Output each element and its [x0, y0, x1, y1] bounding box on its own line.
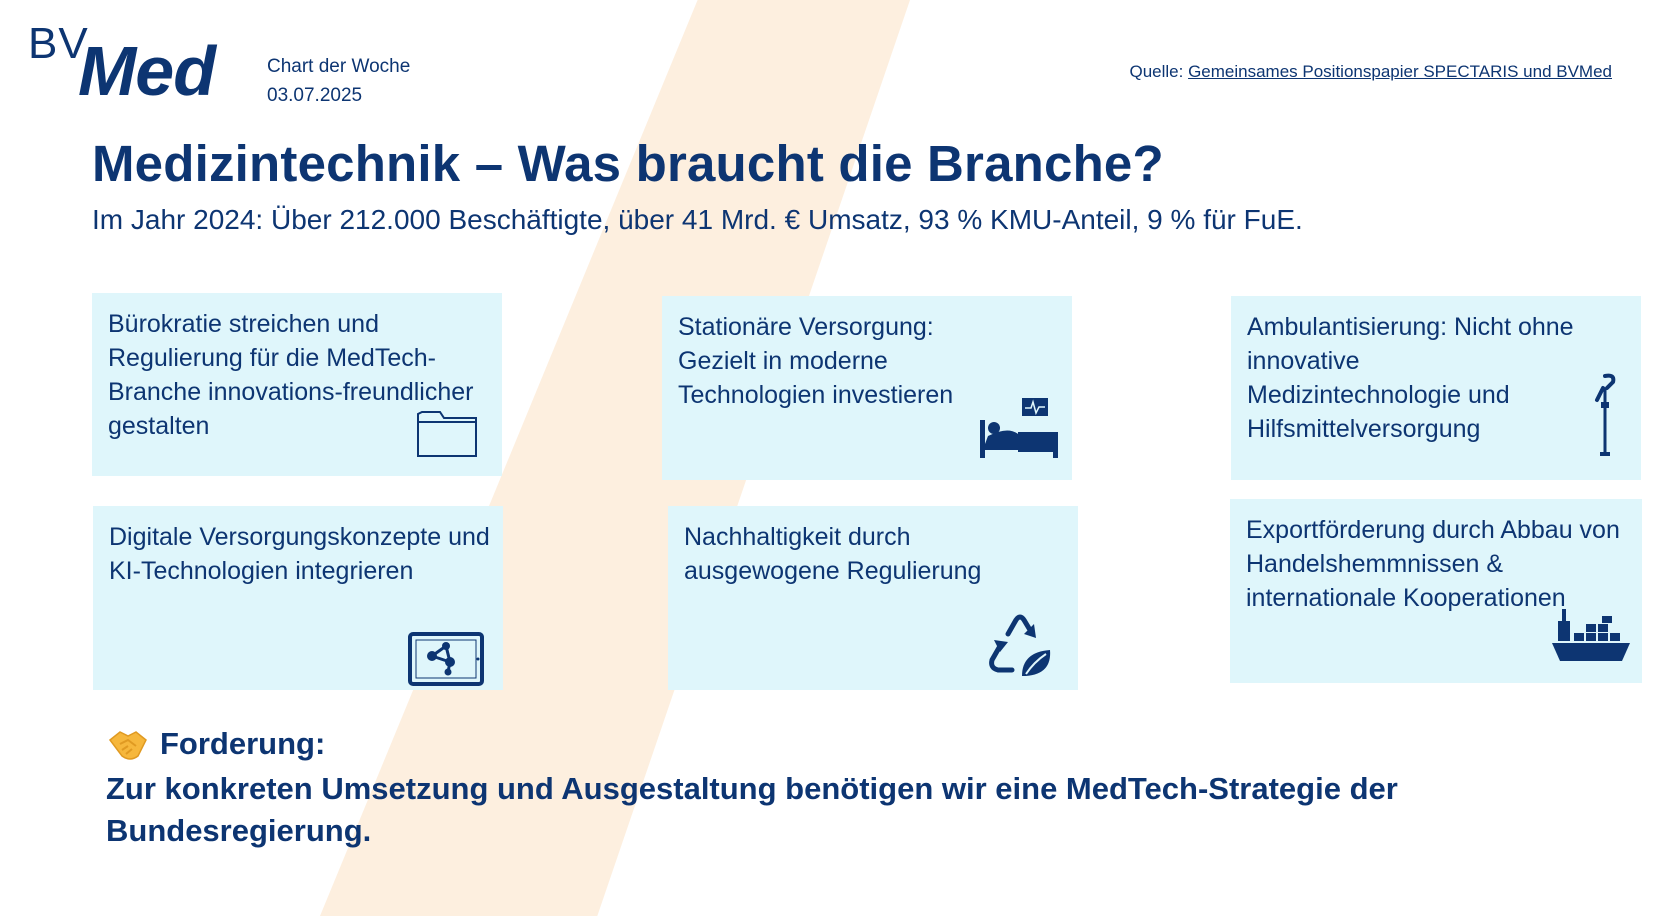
chart-label: Chart der Woche	[267, 56, 411, 77]
cargo-ship-icon	[1552, 607, 1632, 672]
card-digitale-versorgung	[93, 506, 503, 690]
card-text: Bürokratie streichen und Regulierung für die MedTech-Branche innovations-freundlicher gestalten	[108, 310, 474, 440]
card-text: Nachhaltigkeit durch ausgewogene Regulierung	[684, 523, 982, 585]
crutch-icon	[1591, 372, 1619, 467]
card-text: Stationäre Versorgung: Gezielt in moderne Technologien investieren	[678, 313, 954, 409]
card-text: Digitale Versorgungskonzepte und KI-Technologien integrieren	[109, 523, 490, 585]
tablet-network-icon	[408, 632, 484, 695]
chart-date: 03.07.2025	[267, 85, 363, 106]
demand-title: Forderung:	[160, 726, 326, 761]
card-text: Ambulantisierung: Nicht ohne innovative Medizintechnologie und Hilfsmittelversorgung	[1247, 313, 1574, 443]
card-buerokratie	[92, 293, 502, 476]
source-link[interactable]: Gemeinsames Positionspapier SPECTARIS und BVMed	[1188, 62, 1612, 81]
card-nachhaltigkeit	[668, 506, 1078, 690]
card-stationaere-versorgung	[662, 296, 1072, 480]
recycle-leaf-icon	[986, 612, 1056, 691]
page-subtitle: Im Jahr 2024: Über 212.000 Beschäftigte, über 41 Mrd. € Umsatz, 93 % KMU-Anteil, 9 % für FuE.	[92, 204, 1303, 235]
demand-text: Zur konkreten Umsetzung und Ausgestaltung benötigen wir eine MedTech-Strategie der Bundesregierung.	[106, 771, 1398, 848]
logo-med: Med	[78, 32, 215, 110]
chart-meta	[267, 52, 410, 110]
page-title: Medizintechnik – Was braucht die Branche?	[92, 135, 1164, 192]
logo-bv: BV	[28, 19, 89, 68]
card-ambulantisierung	[1231, 296, 1641, 480]
card-text: Exportförderung durch Abbau von Handelshemmnissen & internationale Kooperationen	[1246, 516, 1620, 612]
card-exportfoerderung	[1230, 499, 1642, 683]
source-prefix: Quelle:	[1129, 62, 1189, 81]
handshake-icon	[108, 728, 148, 762]
source-line	[1129, 62, 1612, 82]
bvmed-logo	[28, 19, 240, 110]
